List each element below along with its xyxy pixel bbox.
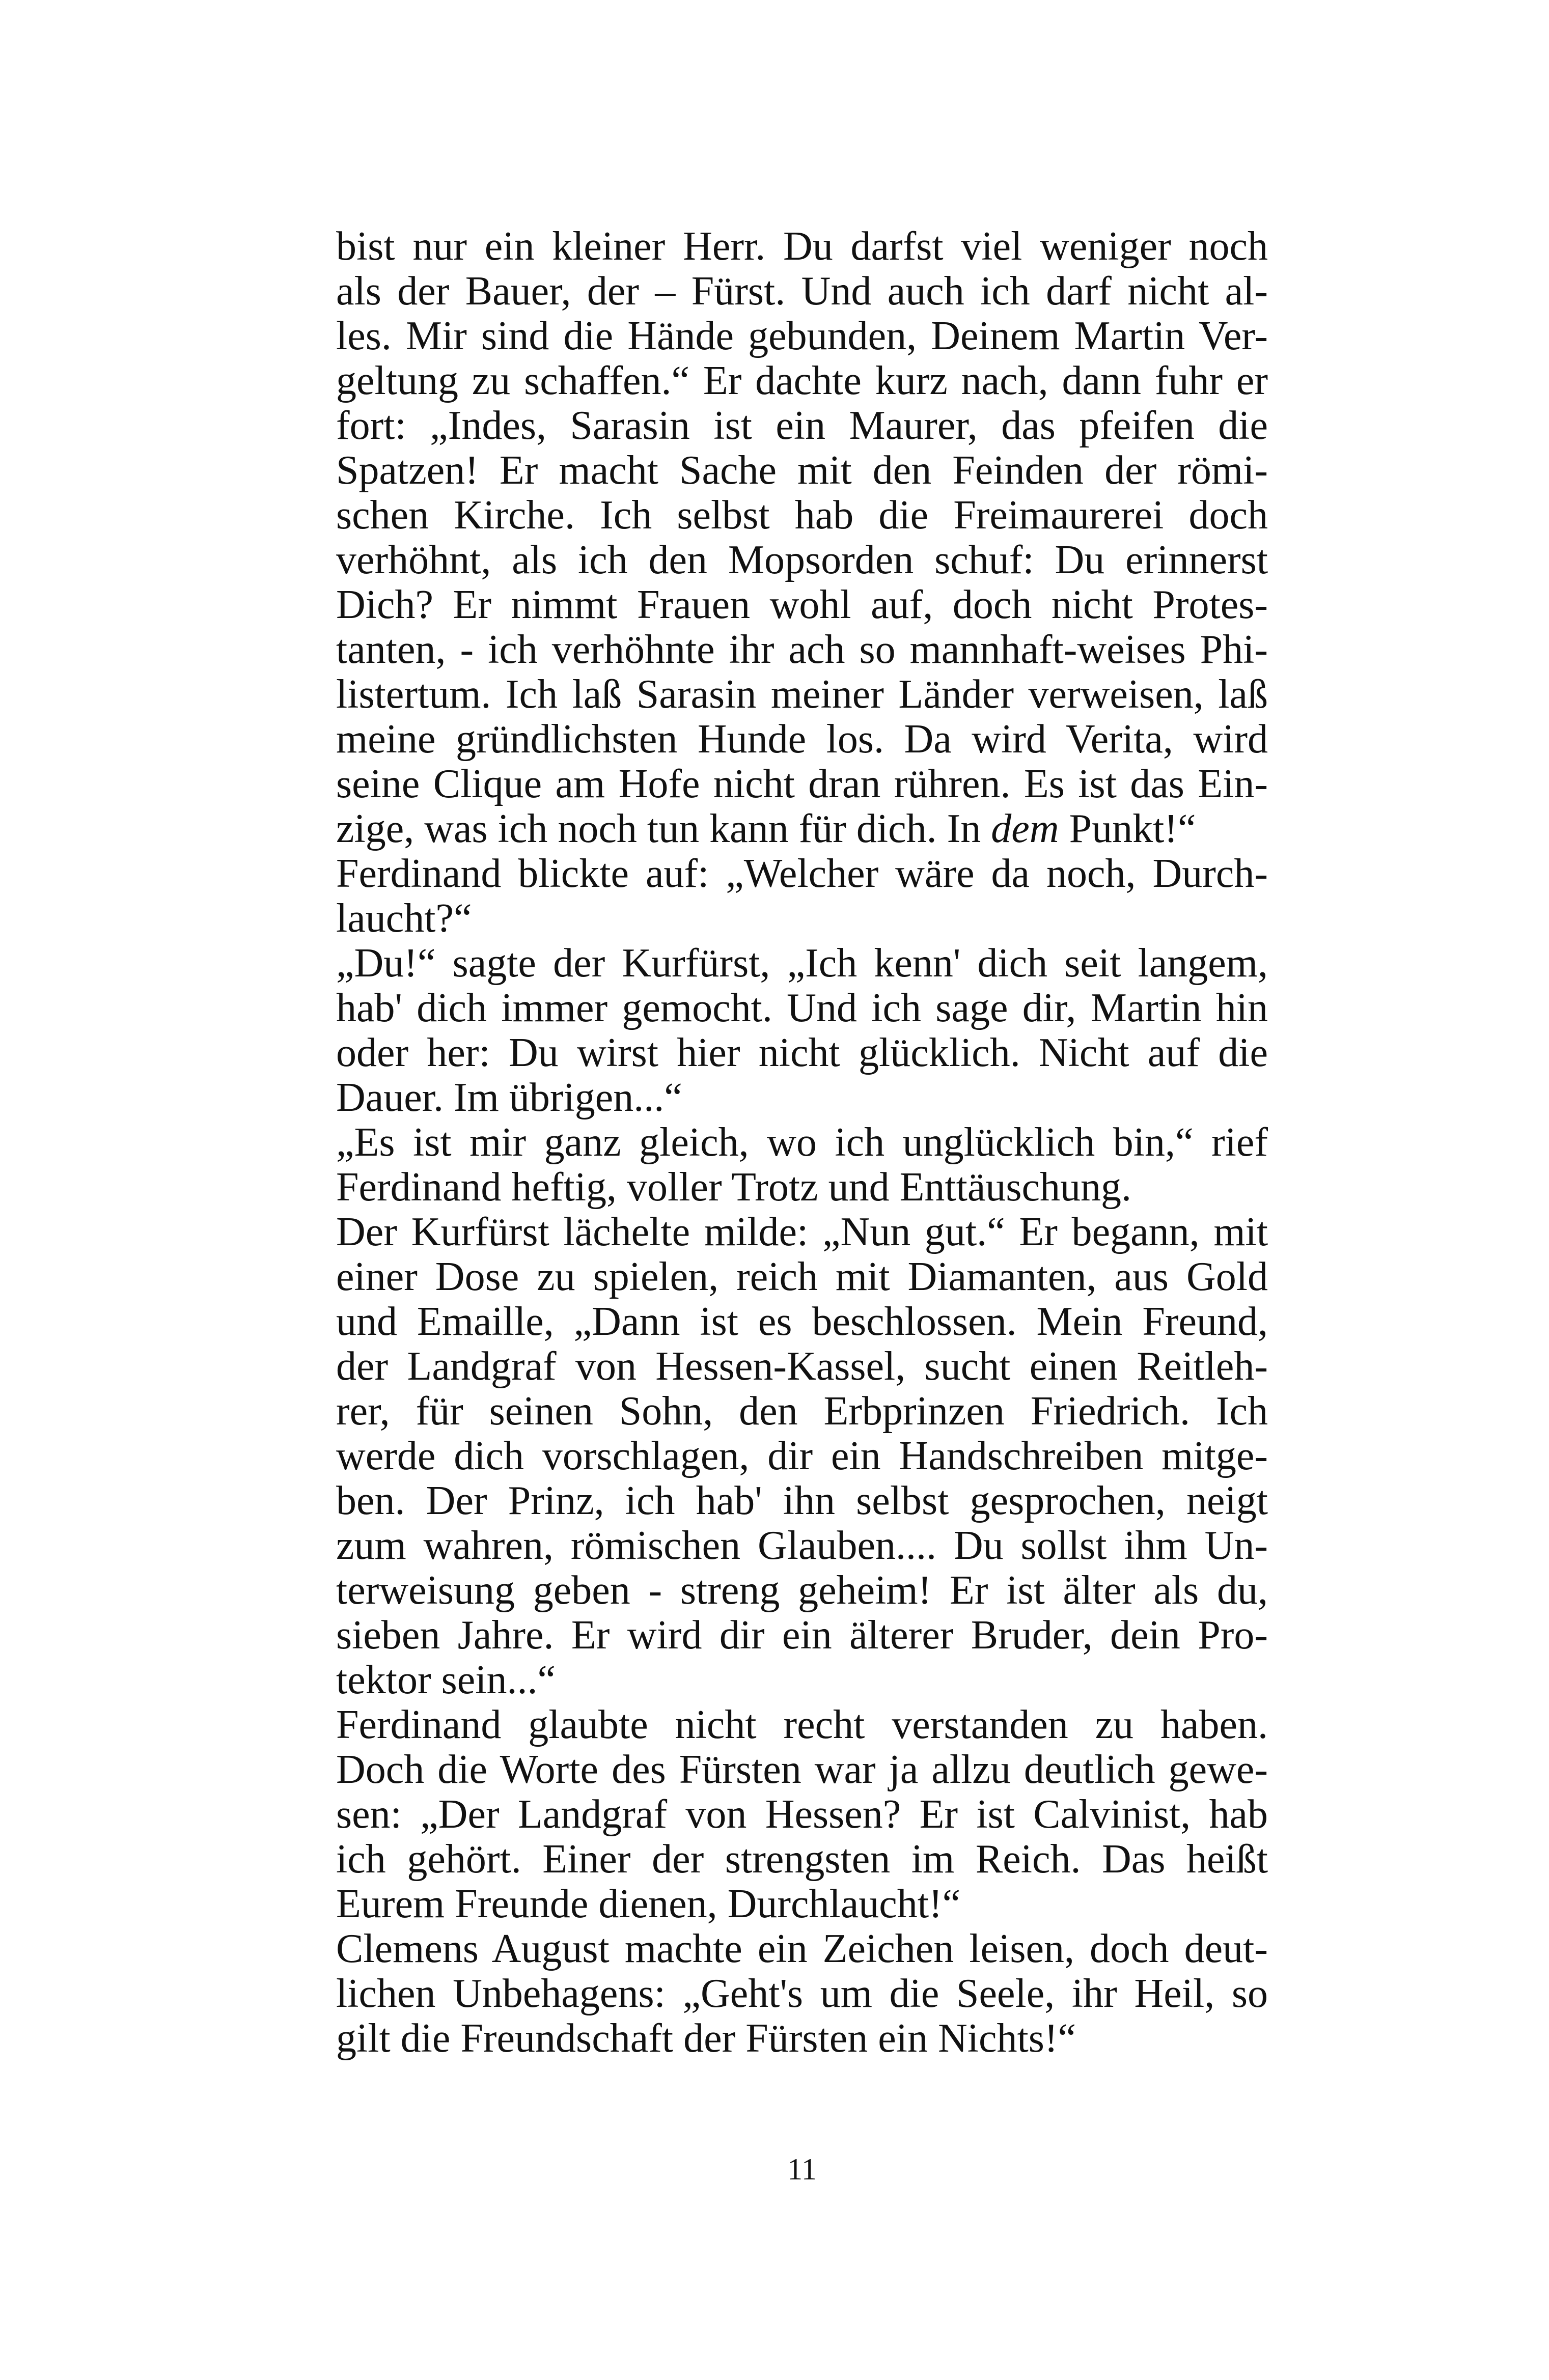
body-text (336, 224, 1268, 2061)
text-line: Dauer. Im übrigen...“ (336, 1075, 682, 1120)
text-line: rer, für seinen Sohn, den Erbprinzen Friedrich. Ich (336, 1389, 1268, 1434)
text-line: lichen Unbehagens: „Geht's um die Seele, ihr Heil, so (336, 1971, 1268, 2016)
text-line: geltung zu schaffen.“ Er dachte kurz nach, dann fuhr er (336, 358, 1268, 403)
text-line: und Emaille, „Dann ist es beschlossen. Mein Freund, (336, 1299, 1268, 1344)
text-line: „Es ist mir ganz gleich, wo ich unglücklich bin,“ rief (336, 1120, 1268, 1165)
text-line: Ferdinand glaubte nicht recht verstanden zu haben. (336, 1702, 1268, 1747)
page-number: 11 (787, 2152, 817, 2186)
text-line: Eurem Freunde dienen, Durchlaucht!“ (336, 1882, 961, 1926)
text-line: zum wahren, römischen Glauben.... Du sollst ihm Un- (336, 1523, 1268, 1568)
text-line: Doch die Worte des Fürsten war ja allzu deutlich gewe- (336, 1747, 1268, 1792)
text-line: als der Bauer, der – Fürst. Und auch ich darf nicht al- (336, 269, 1268, 314)
text-line: Ferdinand heftig, voller Trotz und Enttäuschung. (336, 1165, 1132, 1210)
text-line: der Landgraf von Hessen-Kassel, sucht einen Reitleh- (336, 1344, 1268, 1389)
text-line: bist nur ein kleiner Herr. Du darfst viel weniger noch (336, 224, 1268, 269)
text-line: Spatzen! Er macht Sache mit den Feinden der römi- (336, 448, 1268, 493)
text-line: verhöhnt, als ich den Mopsorden schuf: Du erinnerst (336, 538, 1268, 582)
text-line: einer Dose zu spielen, reich mit Diamanten, aus Gold (336, 1254, 1268, 1299)
text-line: Der Kurfürst lächelte milde: „Nun gut.“ Er begann, mit (336, 1210, 1268, 1254)
emphasis: dem (991, 806, 1059, 851)
text-segment: zige, was ich noch tun kann für dich. In (336, 806, 991, 851)
text-line: seine Clique am Hofe nicht dran rühren. Es ist das Ein- (336, 762, 1268, 806)
text-line: werde dich vorschlagen, dir ein Handschreiben mitge- (336, 1434, 1268, 1478)
text-line: hab' dich immer gemocht. Und ich sage dir, Martin hin (336, 986, 1268, 1030)
text-line: oder her: Du wirst hier nicht glücklich. Nicht auf die (336, 1030, 1268, 1075)
text-line: listertum. Ich laß Sarasin meiner Länder verweisen, laß (336, 672, 1268, 717)
text-line: schen Kirche. Ich selbst hab die Freimaurerei doch (336, 493, 1268, 538)
text-line: ben. Der Prinz, ich hab' ihn selbst gesprochen, neigt (336, 1478, 1268, 1523)
text-line: gilt die Freundschaft der Fürsten ein Nichts!“ (336, 2016, 1076, 2061)
text-line: sieben Jahre. Er wird dir ein älterer Bruder, dein Pro- (336, 1613, 1268, 1658)
text-line: „Du!“ sagte der Kurfürst, „Ich kenn' dich seit langem, (336, 941, 1268, 986)
text-line: Ferdinand blickte auf: „Welcher wäre da noch, Durch- (336, 851, 1268, 896)
text-line: tanten, - ich verhöhnte ihr ach so mannhaft-weises Phi- (336, 627, 1268, 672)
text-line: terweisung geben - streng geheim! Er ist älter als du, (336, 1568, 1268, 1613)
text-line: meine gründlichsten Hunde los. Da wird Verita, wird (336, 717, 1268, 762)
text-line (336, 806, 1268, 851)
text-line: fort: „Indes, Sarasin ist ein Maurer, das pfeifen die (336, 403, 1268, 448)
text-segment: Punkt!“ (1059, 806, 1196, 851)
text-line: Clemens August machte ein Zeichen leisen, doch deut- (336, 1926, 1268, 1971)
text-line: les. Mir sind die Hände gebunden, Deinem Martin Ver- (336, 314, 1268, 358)
text-line: tektor sein...“ (336, 1658, 556, 1702)
text-line: ich gehört. Einer der strengsten im Reich. Das heißt (336, 1837, 1268, 1882)
text-line: laucht?“ (336, 896, 472, 941)
text-line: sen: „Der Landgraf von Hessen? Er ist Calvinist, hab (336, 1792, 1268, 1837)
text-line: Dich? Er nimmt Frauen wohl auf, doch nicht Protes- (336, 582, 1268, 627)
